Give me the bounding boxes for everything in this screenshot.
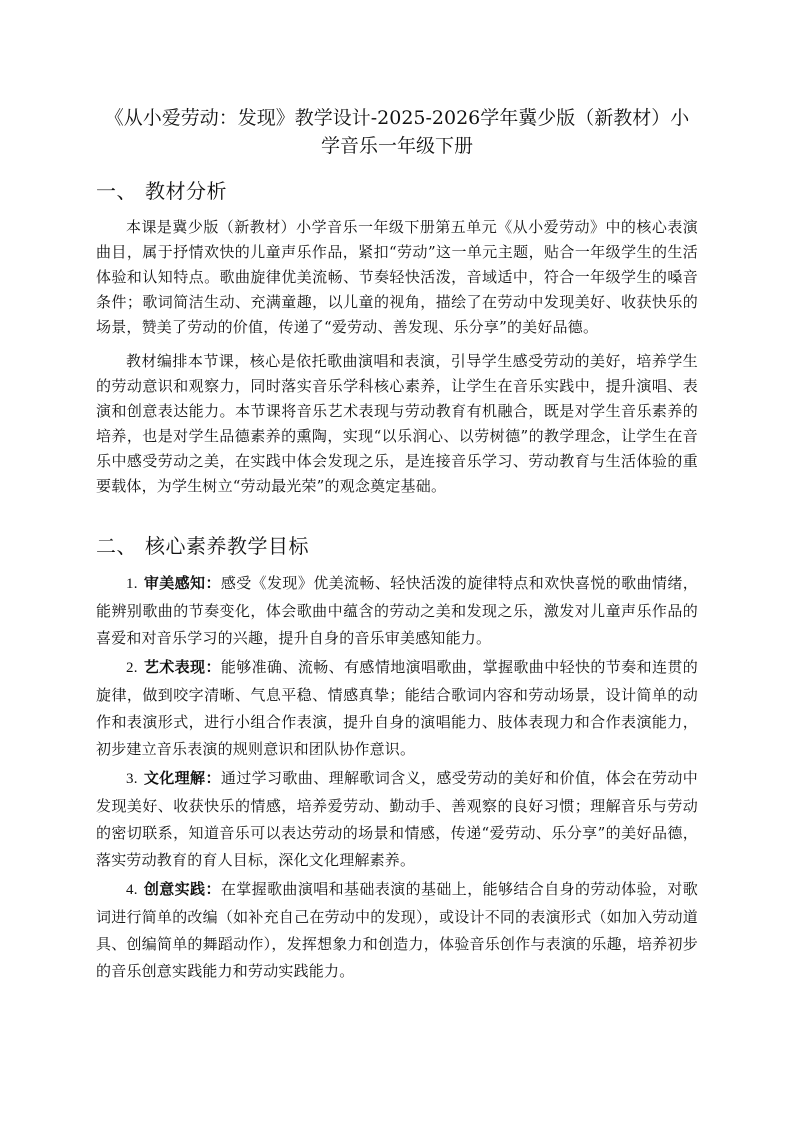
title-line-1: 《从小爱劳动：发现》教学设计-2025-2026学年冀少版（新教材）小 (104, 107, 690, 129)
goal-text: 通过学习歌曲、理解歌词含义，感受劳动的美好和价值，体会在劳动中发现美好、收获快乐的情感，培养爱劳动、勤动手、善观察的良好习惯；理解音乐与劳动的密切联系，知道音乐可以表达劳动的场景和情感，传递“爱劳动、乐分享”的美好品德，落实劳动教育的育人目标，深化文化理解素养。 (96, 769, 698, 869)
goal-number: 4. (126, 882, 138, 898)
materials-paragraph-1: 本课是冀少版（新教材）小学音乐一年级下册第五单元《从小爱劳动》中的核心表演曲目，属于抒情欢快的儿童声乐作品，紧扣“劳动”这一单元主题，贴合一年级学生的生活体验和认知特点。歌曲旋律优美流畅、节奏轻快活泼，音域适中，符合一年级学生的嗓音条件；歌词简洁生动、充满童趣，以儿童的视角，描绘了在劳动中发现美好、收获快乐的场景，赞美了劳动的价值，传递了“爱劳动、善发现、乐分享”的美好品德。 (96, 218, 698, 336)
goal-text: 能够准确、流畅、有感情地演唱歌曲，掌握歌曲中轻快的节奏和连贯的旋律，做到咬字清晰、气息平稳、情感真挚；能结合歌词内容和劳动场景，设计简单的动作和表演形式，进行小组合作表演，提升自身的演唱能力、肢体表现力和合作表演能力，初步建立音乐表演的规则意识和团队协作意识。 (96, 658, 698, 758)
section-title: 教材分析 (145, 179, 227, 203)
goal-number: 3. (126, 771, 138, 787)
goal-item-creative (96, 876, 698, 985)
goal-name: 审美感知： (143, 574, 221, 592)
goal-text: 在掌握歌曲演唱和基础表演的基础上，能够结合自身的劳动体验，对歌词进行简单的改编（如补充自己在劳动中的发现），或设计不同的表演形式（如加入劳动道具、创编简单的舞蹈动作），发挥想象力和创造力，体验音乐创作与表演的乐趣，培养初步的音乐创意实践能力和劳动实践能力。 (96, 880, 698, 980)
goal-name: 艺术表现： (143, 658, 221, 676)
goal-number: 1. (126, 576, 138, 592)
section-title: 核心素养教学目标 (145, 534, 309, 558)
goal-number: 2. (126, 660, 138, 676)
goal-name: 文化理解： (143, 769, 221, 787)
goal-text: 感受《发现》优美流畅、轻快活泼的旋律特点和欢快喜悦的歌曲情绪，能辨别歌曲的节奏变化，体会歌曲中蕴含的劳动之美和发现之乐，激发对儿童声乐作品的喜爱和对音乐学习的兴趣，提升自身的音乐审美感知能力。 (96, 574, 698, 647)
section-heading-goals (96, 532, 309, 560)
document-title (96, 104, 698, 160)
goal-item-artistic (96, 654, 698, 763)
title-line-2: 学音乐一年级下册 (320, 135, 473, 157)
section-number: 二、 (96, 534, 137, 558)
goal-item-aesthetic (96, 570, 698, 652)
goal-name: 创意实践： (143, 880, 221, 898)
section-heading-materials (96, 177, 227, 205)
section-number: 一、 (96, 179, 137, 203)
goal-item-cultural (96, 765, 698, 874)
materials-paragraph-2: 教材编排本节课，核心是依托歌曲演唱和表演，引导学生感受劳动的美好，培养学生的劳动意识和观察力，同时落实音乐学科核心素养，让学生在音乐实践中，提升演唱、表演和创意表达能力。本节课将音乐艺术表现与劳动教育有机融合，既是对学生音乐素养的培养，也是对学生品德素养的熏陶，实现“以乐润心、以劳树德”的教学理念，让学生在音乐中感受劳动之美，在实践中体会发现之乐，是连接音乐学习、劳动教育与生活体验的重要载体，为学生树立“劳动最光荣”的观念奠定基础。 (96, 352, 698, 495)
